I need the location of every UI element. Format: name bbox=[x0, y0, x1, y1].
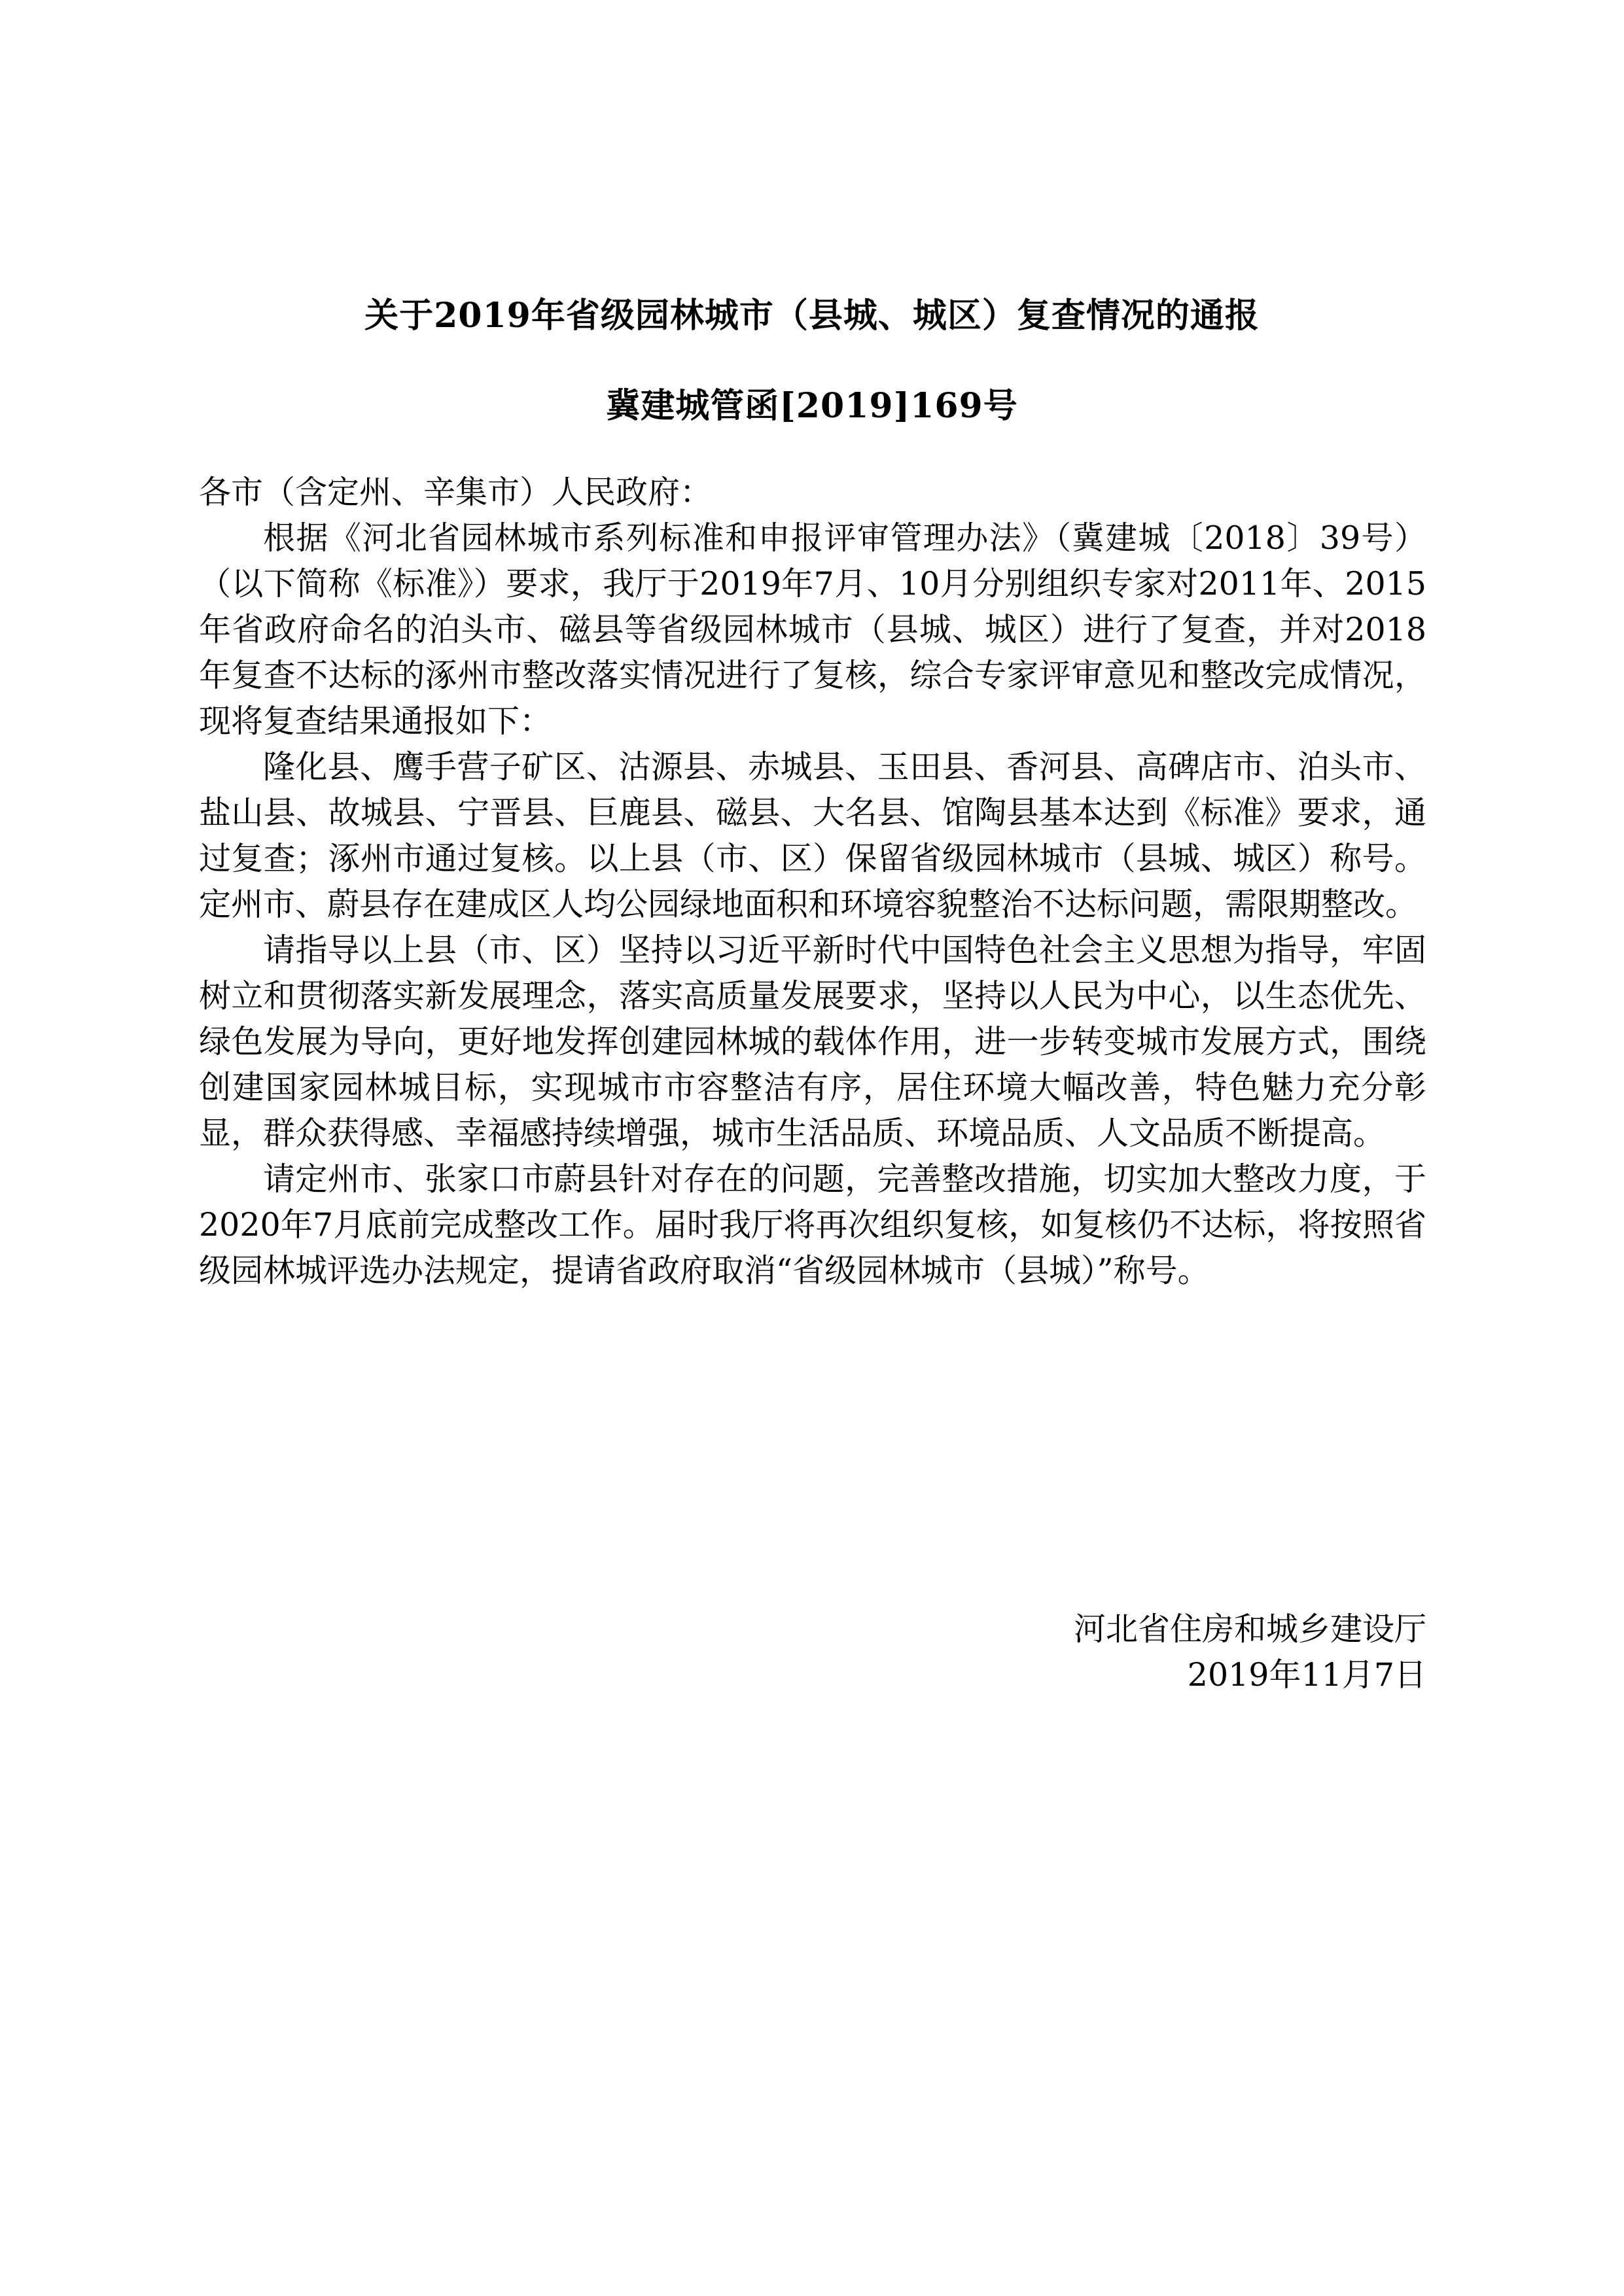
paragraph-results: 隆化县、鹰手营子矿区、沽源县、赤城县、玉田县、香河县、高碑店市、泊头市、盐山县、故城县、宁晋县、巨鹿县、磁县、大名县、馆陶县基本达到《标准》要求，通过复查；涿州市通过复核。以上县（市、区）保留省级园林城市（县城、城区）称号。定州市、蔚县存在建成区人均公园绿地面积和环境容貌整治不达标问题，需限期整改。 bbox=[199, 748, 1426, 923]
paragraph-guidance: 请指导以上县（市、区）坚持以习近平新时代中国特色社会主义思想为指导，牢固树立和贯彻落实新发展理念，落实高质量发展要求，坚持以人民为中心，以生态优先、绿色发展为导向，更好地发挥创建园林城的载体作用，进一步转变城市发展方式，围绕创建国家园林城目标，实现城市市容整洁有序，居住环境大幅改善，特色魅力充分彰显，群众获得感、幸福感持续增强，城市生活品质、环境品质、人文品质不断提高。 bbox=[199, 931, 1426, 1152]
document-body bbox=[199, 470, 1426, 1294]
issuer-name: 河北省住房和城乡建设厅 bbox=[1073, 1610, 1426, 1648]
document-title: 关于2019年省级园林城市（县城、城区）复查情况的通报 bbox=[364, 296, 1260, 336]
signature-block bbox=[1074, 1607, 1426, 1698]
salutation: 各市（含定州、辛集市）人民政府： bbox=[199, 474, 713, 511]
paragraph-rectification: 请定州市、张家口市蔚县针对存在的问题，完善整改措施，切实加大整改力度，于2020年7月底前完成整改工作。届时我厅将再次组织复核，如复核仍不达标，将按照省级园林城评选办法规定，提请省政府取消“省级园林城市（县城）”称号。 bbox=[199, 1160, 1426, 1289]
paragraph-basis: 根据《河北省园林城市系列标准和申报评审管理办法》（冀建城〔2018〕39号）（以下简称《标准》）要求，我厅于2019年7月、10月分别组织专家对2011年、2015年省政府命名的泊头市、磁县等省级园林城市（县城、城区）进行了复查，并对2018年复查不达标的涿州市整改落实情况进行了复核，综合专家评审意见和整改完成情况，现将复查结果通报如下： bbox=[199, 519, 1426, 740]
document-number: 冀建城管函[2019]169号 bbox=[606, 386, 1018, 426]
issue-date: 2019年11月7日 bbox=[1187, 1656, 1426, 1694]
